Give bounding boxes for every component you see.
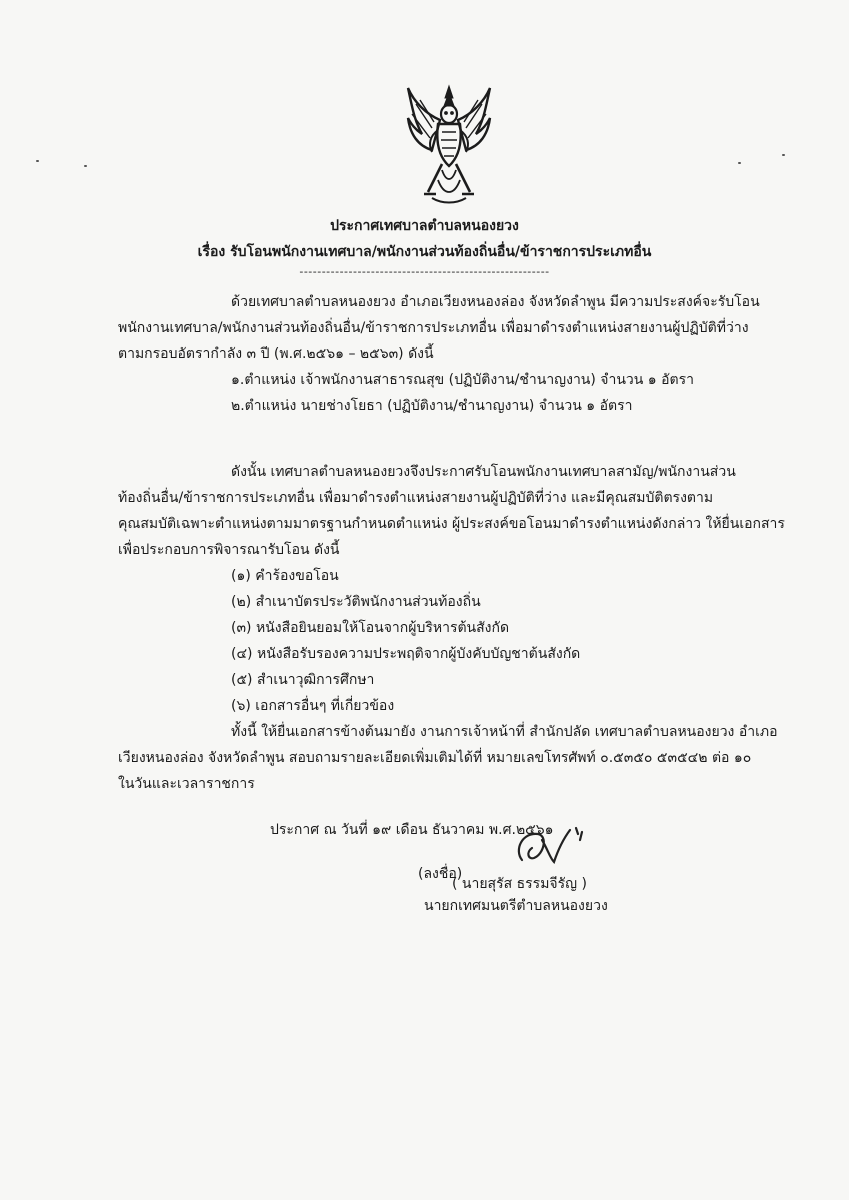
signatory-position: นายกเทศมนตรีตำบลหนองยวง: [424, 898, 608, 914]
position-item: ๒.ตำแหน่ง นายช่างโยธา (ปฏิบัติงาน/ชำนาญงาน) จำนวน ๑ อัตรา: [231, 398, 633, 414]
intro-line: ตามกรอบอัตรากำลัง ๓ ปี (พ.ศ.๒๕๖๑ – ๒๕๖๓) ดังนี้: [118, 346, 434, 362]
body-line: ท้องถิ่นอื่น/ข้าราชการประเภทอื่น เพื่อมาดำรงตำแหน่งสายงานผู้ปฏิบัติที่ว่าง และมีคุณสมบัติตรงตาม: [118, 490, 714, 506]
garuda-emblem-icon: [402, 84, 496, 204]
document-item: (๖) เอกสารอื่นๆ ที่เกี่ยวข้อง: [231, 698, 395, 714]
sign-label: (ลงชื่อ): [418, 866, 463, 882]
scan-speck: [84, 165, 87, 167]
document-item: (๔) หนังสือรับรองความประพฤติจากผู้บังคับบัญชาต้นสังกัด: [231, 646, 581, 662]
contact-line: ทั้งนี้ ให้ยื่นเอกสารข้างต้นมายัง งานการเจ้าหน้าที่ สำนักปลัด เทศบาลตำบลหนองยวง อำเภอ: [231, 724, 778, 740]
handwritten-signature: [508, 820, 588, 876]
position-item: ๑.ตำแหน่ง เจ้าพนักงานสาธารณสุข (ปฏิบัติงาน/ชำนาญงาน) จำนวน ๑ อัตรา: [231, 372, 695, 388]
body-line: ดังนั้น เทศบาลตำบลหนองยวงจึงประกาศรับโอนพนักงานเทศบาลสามัญ/พนักงานส่วน: [231, 464, 736, 480]
contact-line: เวียงหนองล่อง จังหวัดลำพูน สอบถามรายละเอียดเพิ่มเติมได้ที่ หมายเลขโทรศัพท์ ๐.๕๓๕๐ ๕๓๕๔๒ ต่อ ๑๐: [118, 750, 752, 766]
announcement-title: ประกาศเทศบาลตำบลหนองยวง: [330, 218, 519, 234]
body-line: เพื่อประกอบการพิจารณารับโอน ดังนี้: [118, 542, 340, 558]
document-item: (๕) สำเนาวุฒิการศึกษา: [231, 672, 375, 688]
scan-speck: [782, 154, 785, 156]
contact-line: ในวันและเวลาราชการ: [118, 776, 255, 792]
intro-line: พนักงานเทศบาล/พนักงานส่วนท้องถิ่นอื่น/ข้าราชการประเภทอื่น เพื่อมาดำรงตำแหน่งสายงานผู้ปฏิบัติที่ว่าง: [118, 320, 749, 336]
body-line: คุณสมบัติเฉพาะตำแหน่งตามมาตรฐานกำหนดตำแหน่ง ผู้ประสงค์ขอโอนมาดำรงตำแหน่งดังกล่าว ให้ยื่นเอกสาร: [118, 516, 785, 532]
header-divider: --------------------------------------------------------: [299, 265, 550, 278]
scan-speck: [36, 160, 39, 162]
document-item: (๓) หนังสือยินยอมให้โอนจากผู้บริหารต้นสังกัด: [231, 620, 510, 636]
signatory-name: ( นายสุรัส ธรรมจีรัญ ): [452, 876, 587, 892]
scan-speck: [738, 162, 741, 164]
document-item: (๑) คำร้องขอโอน: [231, 568, 339, 584]
announcement-subject: เรื่อง รับโอนพนักงานเทศบาล/พนักงานส่วนท้องถิ่นอื่น/ข้าราชการประเภทอื่น: [197, 244, 652, 260]
intro-line: ด้วยเทศบาลตำบลหนองยวง อำเภอเวียงหนองล่อง จังหวัดลำพูน มีความประสงค์จะรับโอน: [231, 294, 760, 310]
document-item: (๒) สำเนาบัตรประวัติพนักงานส่วนท้องถิ่น: [231, 594, 481, 610]
announcement-date: ประกาศ ณ วันที่ ๑๙ เดือน ธันวาคม พ.ศ.๒๕๖๑: [270, 822, 554, 838]
